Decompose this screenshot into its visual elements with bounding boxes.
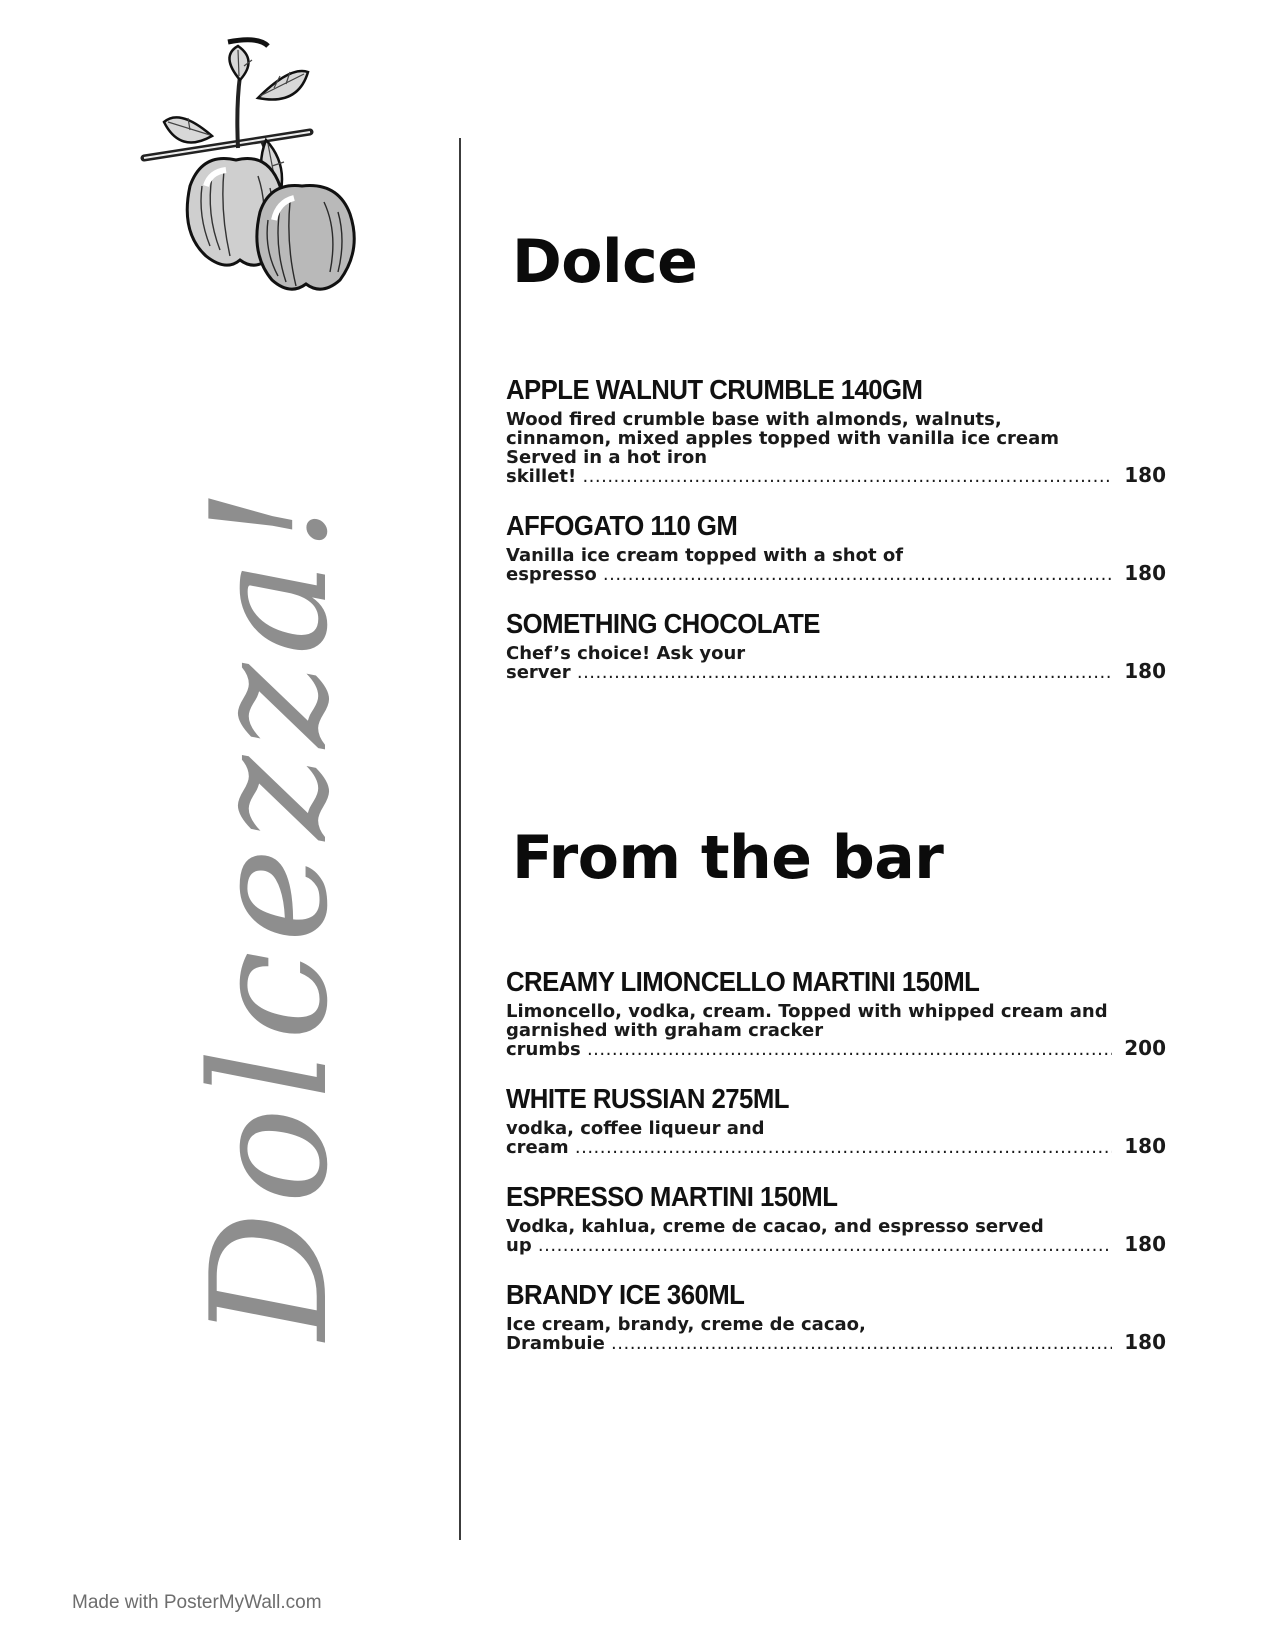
item-price: 180: [1124, 463, 1166, 487]
item-price: 180: [1124, 1330, 1166, 1354]
item-name: WHITE RUSSIAN 275ML: [506, 1083, 789, 1114]
apple-branch-icon: [140, 36, 370, 311]
item-description: [506, 644, 1112, 682]
menu-item: [506, 374, 1166, 486]
item-description-text: Limoncello, vodka, cream. Topped with whipped cream and garnished with graham cracker crumbs .....: [506, 1002, 1112, 1059]
item-row: [506, 1002, 1166, 1059]
item-description: [506, 1002, 1112, 1059]
item-description-text: Chef’s choice! Ask your server .....: [506, 644, 1112, 682]
dolce-menu-list: [506, 374, 1166, 706]
item-description: [506, 546, 1112, 584]
item-name: ESPRESSO MARTINI 150ML: [506, 1181, 838, 1212]
menu-item: [506, 510, 1166, 584]
item-row: [506, 644, 1166, 682]
script-title: Dolcezza!: [176, 479, 363, 1341]
item-row: [506, 410, 1166, 486]
bar-menu-list: [506, 966, 1166, 1377]
vertical-divider: [459, 138, 461, 1540]
item-description-text: Vanilla ice cream topped with a shot of espresso .....: [506, 546, 1112, 584]
menu-item: [506, 608, 1166, 682]
item-name: SOMETHING CHOCOLATE: [506, 608, 820, 639]
menu-item: [506, 966, 1166, 1059]
item-price: 180: [1124, 1232, 1166, 1256]
item-price: 200: [1124, 1036, 1166, 1060]
item-description: [506, 1315, 1112, 1353]
item-description-text: Wood fired crumble base with almonds, walnuts, cinnamon, mixed apples topped with vanilla ice cream Served in a hot iron skillet! .....: [506, 410, 1112, 486]
item-row: [506, 1119, 1166, 1157]
item-description-text: Vodka, kahlua, creme de cacao, and espresso served up .....: [506, 1217, 1112, 1255]
menu-item: [506, 1181, 1166, 1255]
item-row: [506, 546, 1166, 584]
item-description-text: vodka, coffee liqueur and cream .....: [506, 1119, 1112, 1157]
item-description-text: Ice cream, brandy, creme de cacao, Drambuie .....: [506, 1315, 1112, 1353]
footer-credit: Made with PosterMyWall.com: [72, 1592, 322, 1613]
item-price: 180: [1124, 1134, 1166, 1158]
menu-item: [506, 1279, 1166, 1353]
item-price: 180: [1124, 659, 1166, 683]
item-price: 180: [1124, 561, 1166, 585]
item-description: [506, 1217, 1112, 1255]
item-row: [506, 1315, 1166, 1353]
item-description: [506, 410, 1112, 486]
section-title-from-the-bar: From the bar: [512, 823, 944, 893]
item-name: BRANDY ICE 360ML: [506, 1279, 745, 1310]
menu-item: [506, 1083, 1166, 1157]
item-name: APPLE WALNUT CRUMBLE 140GM: [506, 374, 923, 405]
item-name: CREAMY LIMONCELLO MARTINI 150ML: [506, 966, 980, 997]
item-name: AFFOGATO 110 GM: [506, 510, 738, 541]
item-description: [506, 1119, 1112, 1157]
section-title-dolce: Dolce: [512, 227, 698, 297]
item-row: [506, 1217, 1166, 1255]
